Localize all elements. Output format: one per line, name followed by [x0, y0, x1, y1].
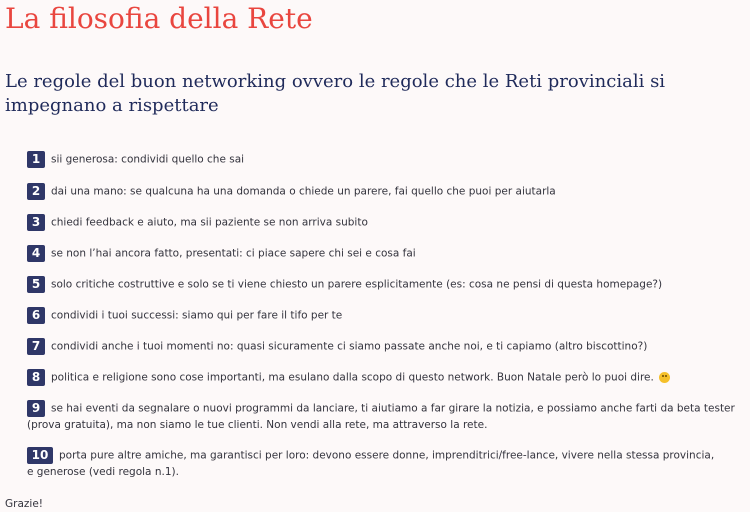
list-item: [27, 214, 742, 245]
rule-number-badge: 6: [27, 307, 45, 324]
rule-text: dai una mano: se qualcuna ha una domanda o chiede un parere, fai quello che puoi per aiutarla: [51, 185, 556, 198]
list-item: [27, 151, 742, 183]
list-item: [27, 183, 742, 214]
list-item: [27, 245, 742, 276]
rule-text-continued: (prova gratuita), ma non siamo le tue clienti. Non vendi alla rete, ma attraverso la rete.: [27, 419, 488, 431]
rule-number-badge: 7: [27, 338, 45, 355]
rule-text: se hai eventi da segnalare o nuovi programmi da lanciare, ti aiutiamo a far girare la notizia, e possiamo anche farti da beta tester: [51, 402, 735, 415]
rule-number-badge: 4: [27, 245, 45, 262]
rule-number-badge: 8: [27, 369, 45, 386]
rule-text: politica e religione sono cose importanti, ma esulano dalla scopo di questo network. Buon Natale però lo puoi dire.: [51, 371, 654, 384]
rule-number-badge: 2: [27, 183, 45, 200]
list-item: [27, 400, 742, 447]
rule-number-badge: 10: [27, 447, 53, 464]
rules-list: [27, 151, 742, 493]
list-item: [27, 369, 742, 400]
page-subtitle: Le regole del buon networking ovvero le regole che le Reti provinciali si impegnano a rispettare: [5, 71, 666, 116]
page-title: La filosofia della Rete: [5, 2, 313, 35]
list-item: [27, 338, 742, 369]
rule-number-badge: 9: [27, 400, 45, 417]
closing-text: Grazie!: [5, 498, 43, 510]
rule-text: condividi i tuoi successi: siamo qui per fare il tifo per te: [51, 309, 343, 322]
rule-text: se non l’hai ancora fatto, presentati: ci piace sapere chi sei e cosa fai: [51, 247, 416, 260]
rule-number-badge: 1: [27, 151, 45, 168]
rule-text: condividi anche i tuoi momenti no: quasi sicuramente ci siamo passate anche noi, e ti capiamo (altro biscottino?): [51, 340, 648, 353]
smiley-icon: [659, 372, 670, 383]
list-item: [27, 447, 742, 493]
rule-text-continued: e generose (vedi regola n.1).: [27, 466, 179, 478]
rule-number-badge: 5: [27, 276, 45, 293]
rule-text: sii generosa: condividi quello che sai: [51, 153, 245, 166]
list-item: [27, 307, 742, 338]
rule-text: solo critiche costruttive e solo se ti viene chiesto un parere esplicitamente (es: cosa ne pensi di questa homepage?): [51, 278, 663, 291]
rule-text: chiedi feedback e aiuto, ma sii paziente se non arriva subito: [51, 216, 368, 229]
rule-text: porta pure altre amiche, ma garantisci per loro: devono essere donne, imprenditrici/free-lance, vivere nella stessa provincia,: [59, 449, 715, 462]
rule-number-badge: 3: [27, 214, 45, 231]
list-item: [27, 276, 742, 307]
